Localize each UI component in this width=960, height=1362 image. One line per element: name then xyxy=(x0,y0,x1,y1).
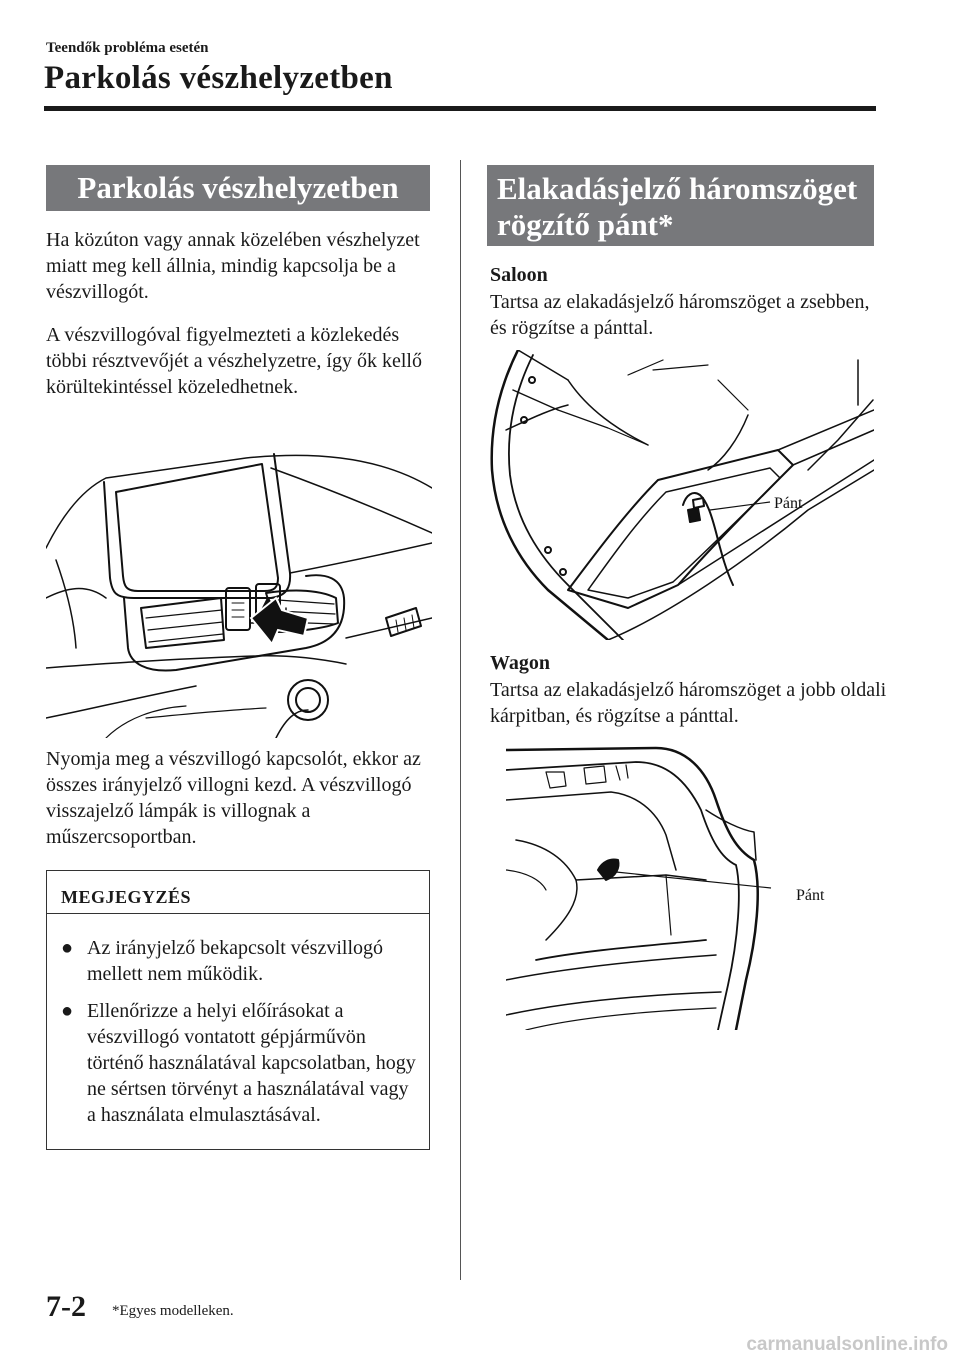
watermark: carmanualsonline.info xyxy=(746,1334,948,1355)
section-heading-emergency-parking: Parkolás vészhelyzetben xyxy=(46,165,430,211)
saloon-trunk-illustration xyxy=(488,350,874,640)
paragraph-press-switch: Nyomja meg a vészvillogó kapcsolót, ekkor az összes irányjelző villogni kezd. A vészvillogó visszajelző lámpák is villognak a műszercsoportban. xyxy=(46,748,421,848)
footnote: *Egyes modelleken. xyxy=(112,1303,234,1319)
hazard-switch-illustration xyxy=(46,448,432,738)
note-title: MEGJEGYZÉS xyxy=(61,887,192,907)
note-rule xyxy=(47,913,429,914)
saloon-title: Saloon xyxy=(490,264,548,286)
bullet-icon: ● xyxy=(61,937,74,959)
wagon-strap-callout: Pánt xyxy=(796,887,825,904)
saloon-strap-callout: Pánt xyxy=(774,495,803,512)
wagon-trunk-illustration xyxy=(506,740,876,1030)
note-item xyxy=(47,935,421,987)
note-item xyxy=(47,998,421,1128)
title-rule xyxy=(44,106,876,111)
column-divider xyxy=(460,160,461,1280)
paragraph-hazard-warning: A vészvillogóval figyelmezteti a közlekedés többi résztvevőjét a vészhelyzetre, így ők kellő körültekintéssel közeledhetnek. xyxy=(46,324,422,398)
paragraph-hazard-intro: Ha közúton vagy annak közelében vészhelyzet miatt meg kell állnia, mindig kapcsolja be a vészvillogót. xyxy=(46,229,420,303)
note-item-text: Ellenőrizze a helyi előírásokat a vészvillogó vontatott gépjárművön történő használatával kapcsolatban, hogy ne sértsen törvényt a használatával vagy a használata elmulasztásával. xyxy=(87,1000,416,1126)
note-item-text: Az irányjelző bekapcsolt vészvillogó mellett nem működik. xyxy=(87,937,384,985)
wagon-title: Wagon xyxy=(490,652,551,674)
wagon-instruction: Tartsa az elakadásjelző háromszöget a jobb oldali kárpitban, és rögzítse a pánttal. xyxy=(490,679,887,727)
note-box xyxy=(46,870,430,1150)
bullet-icon: ● xyxy=(61,1000,74,1022)
saloon-instruction: Tartsa az elakadásjelző háromszöget a zsebben, és rögzítse a pánttal. xyxy=(490,291,870,339)
section-heading-triangle-strap: Elakadásjelző háromszöget rögzítő pánt* xyxy=(487,165,874,246)
chapter-title: Teendők probléma esetén xyxy=(46,40,209,56)
page-number: 7-2 xyxy=(46,1290,86,1323)
page-title: Parkolás vészhelyzetben xyxy=(44,60,393,96)
